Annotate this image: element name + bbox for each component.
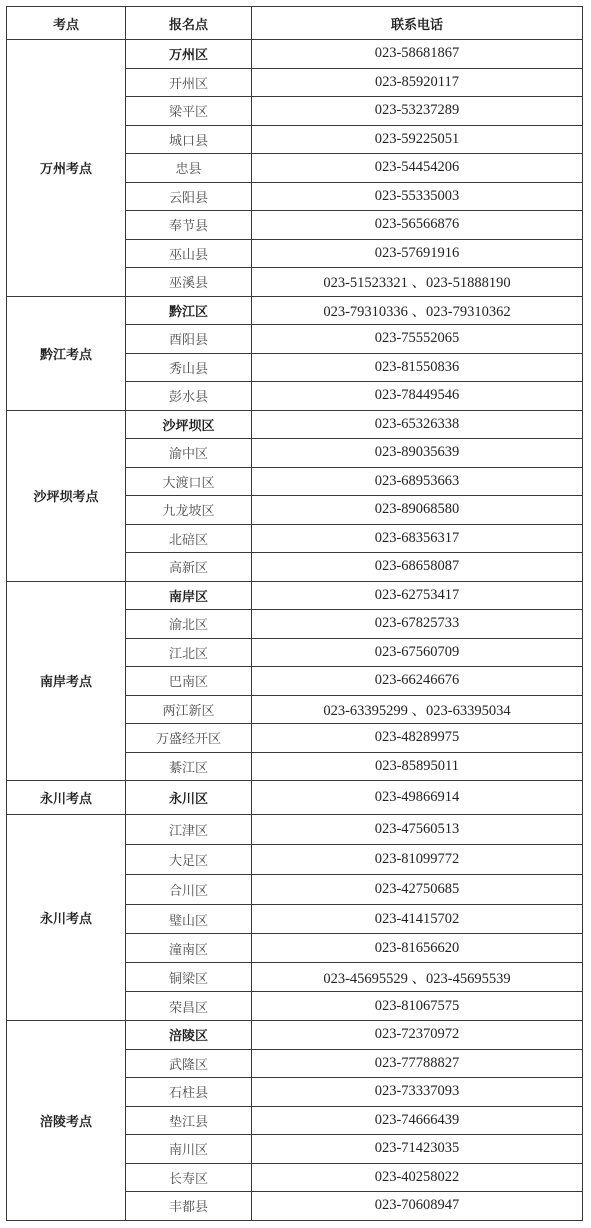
- contact-phone-cell: 023-70608947: [252, 1192, 583, 1221]
- registration-office-cell: 江津区: [126, 815, 252, 845]
- registration-office-cell: 南川区: [126, 1135, 252, 1164]
- contact-phone-cell: 023-62753417: [252, 581, 583, 610]
- contact-phone-cell: 023-81550836: [252, 353, 583, 382]
- registration-office-cell: 沙坪坝区: [126, 410, 252, 439]
- registration-office-cell: 万盛经开区: [126, 724, 252, 753]
- registration-office-cell: 江北区: [126, 638, 252, 667]
- registration-office-cell: 酉阳县: [126, 325, 252, 354]
- exam-site-cell: 涪陵考点: [7, 1021, 126, 1221]
- contact-phone-cell: 023-71423035: [252, 1135, 583, 1164]
- registration-office-cell: 铜梁区: [126, 963, 252, 992]
- contact-phone-cell: 023-77788827: [252, 1049, 583, 1078]
- contact-phone-cell: 023-81656620: [252, 934, 583, 963]
- registration-office-cell: 云阳县: [126, 182, 252, 211]
- registration-office-cell: 梁平区: [126, 97, 252, 126]
- contact-phone-cell: 023-63395299 、023-63395034: [252, 695, 583, 724]
- exam-site-cell: 万州考点: [7, 40, 126, 297]
- registration-office-cell: 巫山县: [126, 239, 252, 268]
- registration-office-cell: 南岸区: [126, 581, 252, 610]
- table-row: [7, 1021, 583, 1050]
- contact-phone-cell: 023-49866914: [252, 781, 583, 815]
- contact-phone-cell: 023-65326338: [252, 410, 583, 439]
- registration-office-cell: 綦江区: [126, 752, 252, 781]
- contact-phone-cell: 023-68356317: [252, 524, 583, 553]
- registration-office-cell: 开州区: [126, 68, 252, 97]
- registration-office-cell: 永川区: [126, 781, 252, 815]
- contact-phone-cell: 023-48289975: [252, 724, 583, 753]
- registration-office-cell: 长寿区: [126, 1163, 252, 1192]
- registration-office-cell: 彭水县: [126, 382, 252, 411]
- registration-office-cell: 璧山区: [126, 905, 252, 934]
- registration-office-cell: 巫溪县: [126, 268, 252, 297]
- contact-phone-cell: 023-73337093: [252, 1078, 583, 1107]
- table-body: [7, 40, 583, 1221]
- contact-phone-cell: 023-54454206: [252, 154, 583, 183]
- registration-office-cell: 垫江县: [126, 1106, 252, 1135]
- registration-office-cell: 渝北区: [126, 610, 252, 639]
- registration-office-cell: 城口县: [126, 125, 252, 154]
- exam-site-cell: 黔江考点: [7, 296, 126, 410]
- exam-site-cell: 南岸考点: [7, 581, 126, 781]
- header-site: 考点: [7, 7, 126, 40]
- table-row: [7, 410, 583, 439]
- contact-phone-cell: 023-53237289: [252, 97, 583, 126]
- contact-phone-cell: 023-40258022: [252, 1163, 583, 1192]
- contact-phone-cell: 023-67825733: [252, 610, 583, 639]
- registration-office-cell: 高新区: [126, 553, 252, 582]
- contact-phone-cell: 023-74666439: [252, 1106, 583, 1135]
- registration-office-cell: 秀山县: [126, 353, 252, 382]
- table-row: [7, 815, 583, 845]
- contact-phone-cell: 023-42750685: [252, 875, 583, 905]
- table-row: [7, 40, 583, 69]
- contact-phone-cell: 023-81099772: [252, 845, 583, 875]
- contact-phone-cell: 023-57691916: [252, 239, 583, 268]
- registration-office-cell: 北碚区: [126, 524, 252, 553]
- registration-office-cell: 渝中区: [126, 439, 252, 468]
- contact-phone-cell: 023-68953663: [252, 467, 583, 496]
- registration-office-cell: 九龙坡区: [126, 496, 252, 525]
- contact-phone-cell: 023-78449546: [252, 382, 583, 411]
- registration-office-cell: 两江新区: [126, 695, 252, 724]
- registration-office-cell: 巴南区: [126, 667, 252, 696]
- table-row: [7, 781, 583, 815]
- exam-site-contact-table: [6, 6, 583, 1221]
- registration-office-cell: 武隆区: [126, 1049, 252, 1078]
- registration-office-cell: 黔江区: [126, 296, 252, 325]
- contact-phone-cell: 023-56566876: [252, 211, 583, 240]
- contact-phone-cell: 023-85895011: [252, 752, 583, 781]
- exam-site-cell: 永川考点: [7, 781, 126, 815]
- exam-site-cell: 沙坪坝考点: [7, 410, 126, 581]
- header-office: 报名点: [126, 7, 252, 40]
- registration-office-cell: 万州区: [126, 40, 252, 69]
- registration-office-cell: 大渡口区: [126, 467, 252, 496]
- contact-phone-cell: 023-89035639: [252, 439, 583, 468]
- contact-phone-cell: 023-81067575: [252, 992, 583, 1021]
- registration-office-cell: 石柱县: [126, 1078, 252, 1107]
- registration-office-cell: 荣昌区: [126, 992, 252, 1021]
- contact-phone-cell: 023-85920117: [252, 68, 583, 97]
- contact-phone-cell: 023-89068580: [252, 496, 583, 525]
- table-header-row: [7, 7, 583, 40]
- contact-phone-cell: 023-79310336 、023-79310362: [252, 296, 583, 325]
- registration-office-cell: 潼南区: [126, 934, 252, 963]
- contact-phone-cell: 023-55335003: [252, 182, 583, 211]
- contact-phone-cell: 023-41415702: [252, 905, 583, 934]
- registration-office-cell: 丰都县: [126, 1192, 252, 1221]
- registration-office-cell: 涪陵区: [126, 1021, 252, 1050]
- contact-phone-cell: 023-67560709: [252, 638, 583, 667]
- contact-phone-cell: 023-45695529 、023-45695539: [252, 963, 583, 992]
- registration-office-cell: 大足区: [126, 845, 252, 875]
- registration-office-cell: 忠县: [126, 154, 252, 183]
- exam-site-cell: 永川考点: [7, 815, 126, 1021]
- registration-office-cell: 合川区: [126, 875, 252, 905]
- contact-phone-cell: 023-68658087: [252, 553, 583, 582]
- contact-phone-cell: 023-47560513: [252, 815, 583, 845]
- contact-phone-cell: 023-51523321 、023-51888190: [252, 268, 583, 297]
- table-row: [7, 581, 583, 610]
- contact-phone-cell: 023-75552065: [252, 325, 583, 354]
- header-phone: 联系电话: [252, 7, 583, 40]
- contact-phone-cell: 023-72370972: [252, 1021, 583, 1050]
- contact-phone-cell: 023-58681867: [252, 40, 583, 69]
- contact-phone-cell: 023-66246676: [252, 667, 583, 696]
- registration-office-cell: 奉节县: [126, 211, 252, 240]
- contact-phone-cell: 023-59225051: [252, 125, 583, 154]
- table-row: [7, 296, 583, 325]
